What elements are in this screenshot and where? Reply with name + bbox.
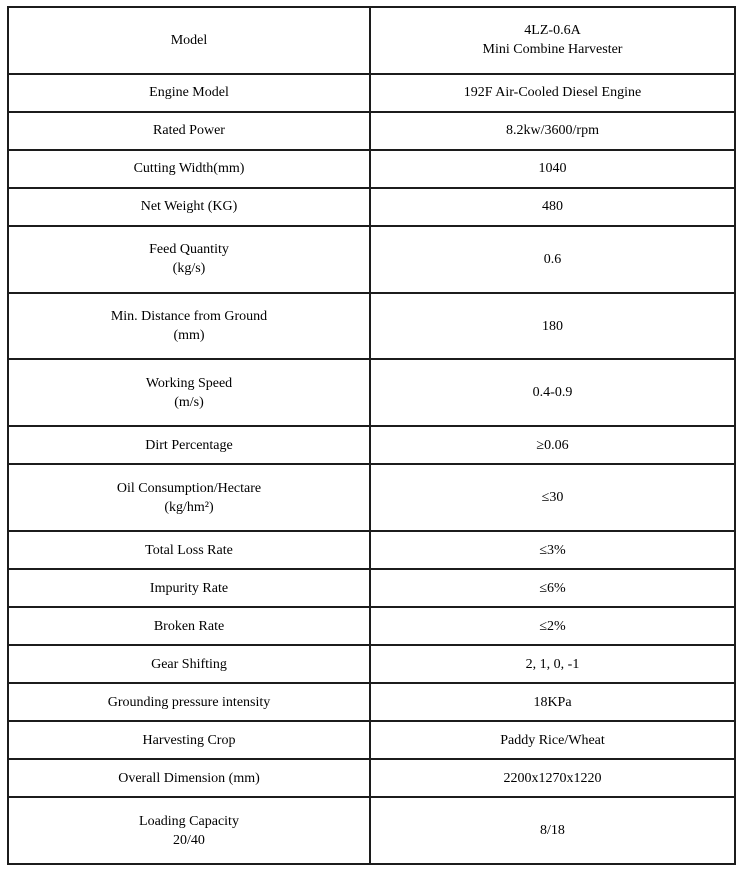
cell-line: 2200x1270x1220 (503, 770, 602, 786)
cell-line: 1040 (538, 161, 567, 177)
spec-label-cell (8, 293, 370, 360)
cell-line: Engine Model (149, 85, 229, 101)
spec-label-cell (8, 150, 370, 188)
cell-line: 180 (542, 318, 563, 334)
table-row (8, 721, 735, 759)
spec-label-cell (8, 359, 370, 426)
spec-value-cell (370, 426, 735, 464)
spec-label-cell (8, 683, 370, 721)
spec-table-body (8, 7, 735, 864)
table-row (8, 464, 735, 531)
spec-value-cell (370, 759, 735, 797)
spec-label-cell (8, 607, 370, 645)
spec-value-cell (370, 7, 735, 74)
cell-line: Net Weight (KG) (140, 199, 238, 215)
spec-value-cell (370, 150, 735, 188)
spec-table (7, 6, 736, 865)
cell-line: (mm) (173, 328, 205, 344)
spec-label-cell (8, 531, 370, 569)
cell-line: Grounding pressure intensity (107, 694, 271, 710)
cell-line: Broken Rate (153, 618, 225, 634)
cell-line: Paddy Rice/Wheat (500, 732, 605, 748)
table-row (8, 226, 735, 293)
spec-label-cell (8, 188, 370, 226)
cell-line: Working Speed (145, 375, 233, 391)
cell-line: 480 (542, 199, 563, 215)
cell-line: Model (170, 32, 208, 48)
cell-line: Total Loss Rate (145, 542, 233, 558)
spec-label-cell (8, 721, 370, 759)
spec-label-cell (8, 226, 370, 293)
cell-line: Impurity Rate (149, 580, 229, 596)
spec-value-cell (370, 531, 735, 569)
cell-line: 2, 1, 0, -1 (525, 656, 580, 672)
table-row (8, 645, 735, 683)
cell-line: 20/40 (173, 832, 205, 848)
cell-line: (kg/hm²) (164, 499, 214, 515)
cell-line: 0.6 (543, 251, 562, 267)
table-row (8, 607, 735, 645)
cell-line: Oil Consumption/Hectare (116, 480, 262, 496)
table-row (8, 569, 735, 607)
table-row (8, 797, 735, 864)
cell-line: Mini Combine Harvester (482, 42, 623, 58)
spec-value-cell (370, 607, 735, 645)
spec-value-cell (370, 359, 735, 426)
spec-value-cell (370, 293, 735, 360)
spec-label-cell (8, 759, 370, 797)
cell-line: ≤2% (539, 618, 566, 634)
spec-value-cell (370, 74, 735, 112)
cell-line: (m/s) (174, 394, 204, 410)
cell-line: 0.4-0.9 (532, 385, 573, 401)
table-row (8, 7, 735, 74)
table-row (8, 188, 735, 226)
spec-value-cell (370, 188, 735, 226)
spec-label-cell (8, 74, 370, 112)
table-row (8, 112, 735, 150)
cell-line: ≥0.06 (536, 437, 569, 453)
spec-label-cell (8, 112, 370, 150)
table-row (8, 74, 735, 112)
spec-label-cell (8, 569, 370, 607)
cell-line: 8/18 (540, 823, 565, 839)
cell-line: Overall Dimension (mm) (118, 770, 260, 786)
table-row (8, 293, 735, 360)
spec-value-cell (370, 464, 735, 531)
cell-line: 8.2kw/3600/rpm (506, 123, 599, 139)
spec-label-cell (8, 645, 370, 683)
table-row (8, 683, 735, 721)
spec-label-cell (8, 464, 370, 531)
spec-value-cell (370, 569, 735, 607)
spec-label-cell (8, 426, 370, 464)
cell-line: (kg/s) (172, 261, 206, 277)
cell-line: 18KPa (533, 694, 572, 710)
table-row (8, 426, 735, 464)
spec-value-cell (370, 683, 735, 721)
spec-value-cell (370, 721, 735, 759)
cell-line: Harvesting Crop (142, 732, 236, 748)
cell-line: Loading Capacity (139, 813, 239, 829)
spec-value-cell (370, 112, 735, 150)
cell-line: ≤6% (539, 580, 566, 596)
spec-value-cell (370, 797, 735, 864)
table-row (8, 150, 735, 188)
table-row (8, 531, 735, 569)
cell-line: 4LZ-0.6A (524, 23, 581, 39)
cell-line: Gear Shifting (151, 656, 227, 672)
cell-line: ≤30 (541, 490, 564, 506)
cell-line: Rated Power (153, 123, 225, 139)
cell-line: Cutting Width(mm) (133, 161, 245, 177)
cell-line: ≤3% (539, 542, 566, 558)
cell-line: Min. Distance from Ground (110, 309, 268, 325)
spec-value-cell (370, 645, 735, 683)
table-row (8, 759, 735, 797)
spec-label-cell (8, 7, 370, 74)
cell-line: Dirt Percentage (145, 437, 233, 453)
cell-line: Feed Quantity (149, 242, 229, 258)
cell-line: 192F Air-Cooled Diesel Engine (463, 85, 642, 101)
spec-value-cell (370, 226, 735, 293)
table-row (8, 359, 735, 426)
spec-label-cell (8, 797, 370, 864)
